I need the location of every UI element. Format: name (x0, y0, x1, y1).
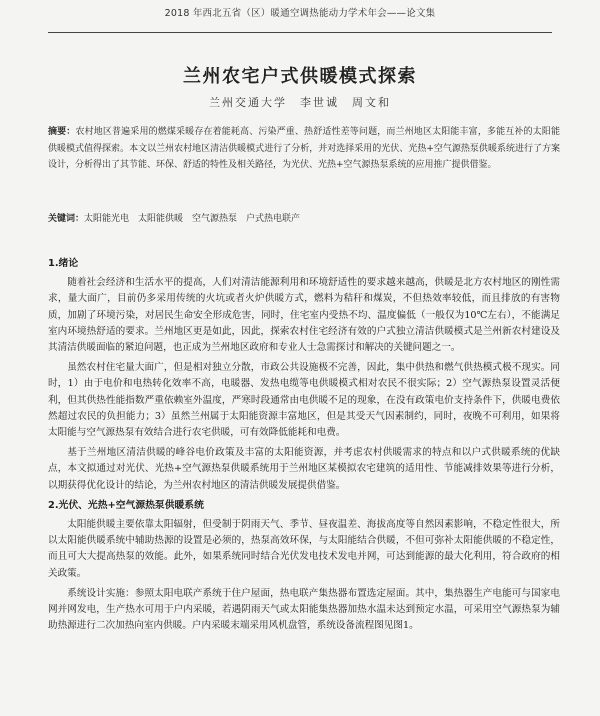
paragraph: 太阳能供暖主要依靠太阳辐射，但受制于阴雨天气、季节、昼夜温差、海拔高度等自然因素影响，不稳定性很大，所以太阳能供暖系统中辅助热源的设置是必须的，热泵高效环保，与太阳能结合供暖，不但可弥补太阳能供暖的不稳定性，而且可大大提高热泵的效能。此外，如果系统同时结合光伏发电技术发电并网，可达到能源的最大化利用，符合政府的相关政策。 (48, 519, 560, 579)
paragraph: 虽然农村住宅量大面广，但是相对独立分散，市政公共设施极不完善，因此，集中供热和燃气供热模式极不现实。同时，1）由于电价和电热转化效率不高，电暖器、发热电缆等电供暖模式相对农民不很实际；2）空气源热泵设置灵活便利，但其供热性能指数严重依赖室外温度，严寒时段通常由电供暖不足的现象，在没有政策电价支持条件下，供暖电费依然超过农民的负担能力；3）虽然兰州属于太阳能资源丰富地区，但是其受天气因素制约，同时，夜晚不可利用，如果将太阳能与空气源热泵有效结合进行农宅供暖，可有效降低能耗和电费。 (48, 362, 560, 439)
paragraph: 系统设计实施：参照太阳电联产系统于住户屋面，热电联产集热器布置选定屋面。其中，集热器生产电能可与国家电网并网发电，生产热水可用于户内采暖，若遇阴雨天气或太阳能集热器加热水温未达到预定水温，可采用空气源热泵为辅助热源进行二次加热向室内供暖。户内采暖末端采用风机盘管，系统设备流程图见图1。 (48, 587, 560, 632)
body-text (48, 256, 560, 638)
paper-title: 兰州农宅户式供暖模式探索 (183, 66, 417, 87)
running-header: 2018 年西北五省（区）暖通空调热能动力学术年会——论文集 (164, 8, 436, 19)
section-heading-system: 2.光伏、光热+空气源热泵供暖系统 (48, 499, 204, 511)
abstract-label: 摘要： (48, 127, 76, 137)
header-rule (48, 32, 552, 33)
keywords (48, 212, 560, 227)
section-heading-introduction: 1.绪论 (48, 258, 79, 269)
paragraph: 随着社会经济和生活水平的提高，人们对清洁能源利用和环境舒适性的要求越来越高，供暖是北方农村地区的刚性需求，量大面广，目前仍多采用传统的火坑或者火炉供暖方式，燃料为秸秆和煤炭，不但热效率较低，而且排放的有害物质，加剧了环境污染，对居民生命安全形成危害，同时，住宅室内受热不均、温度偏低（一般仅为10℃左右），不能满足室内环境热舒适的要求。兰州地区更是如此，因此，探索农村住宅经济有效的户式独立清洁供暖模式是兰州新农村建设及其清洁供暖面临的紧迫问题，也正成为兰州地区政府和专业人士急需探讨和解决的关键问题之一。 (48, 277, 560, 354)
keywords-text: 太阳能光电 太阳能供暖 空气源热泵 户式热电联产 (84, 214, 301, 224)
abstract (48, 124, 560, 174)
abstract-text: 农村地区普遍采用的燃煤采暖存在着能耗高、污染严重、热舒适性差等问题，而兰州地区太阳能丰富，多能互补的太阳能供暖模式值得探索。本文以兰州农村地区清洁供暖模式进行了分析，并对选择采用的光伏、光热+空气源热泵供暖系统进行了方案设计，分析得出了其节能、环保、舒适的特性及相关路径，为光伏、光热+空气源热泵系统的应用推广提供借鉴。 (48, 127, 560, 170)
paper-authors: 兰州交通大学 李世诚 周文和 (209, 96, 391, 109)
keywords-label: 关键词： (48, 214, 85, 224)
paragraph: 基于兰州地区清洁供暖的峰谷电价政策及丰富的太阳能资源，并考虑农村供暖需求的特点和以户式供暖系统的优缺点，本文拟通过对光伏、光热+空气源热泵供暖系统用于兰州地区某模拟农宅建筑的适用性、节能减排效果等进行分析，以期获得优化设计的结论，为兰州农村地区的清洁供暖发展提供借鉴。 (48, 447, 560, 491)
